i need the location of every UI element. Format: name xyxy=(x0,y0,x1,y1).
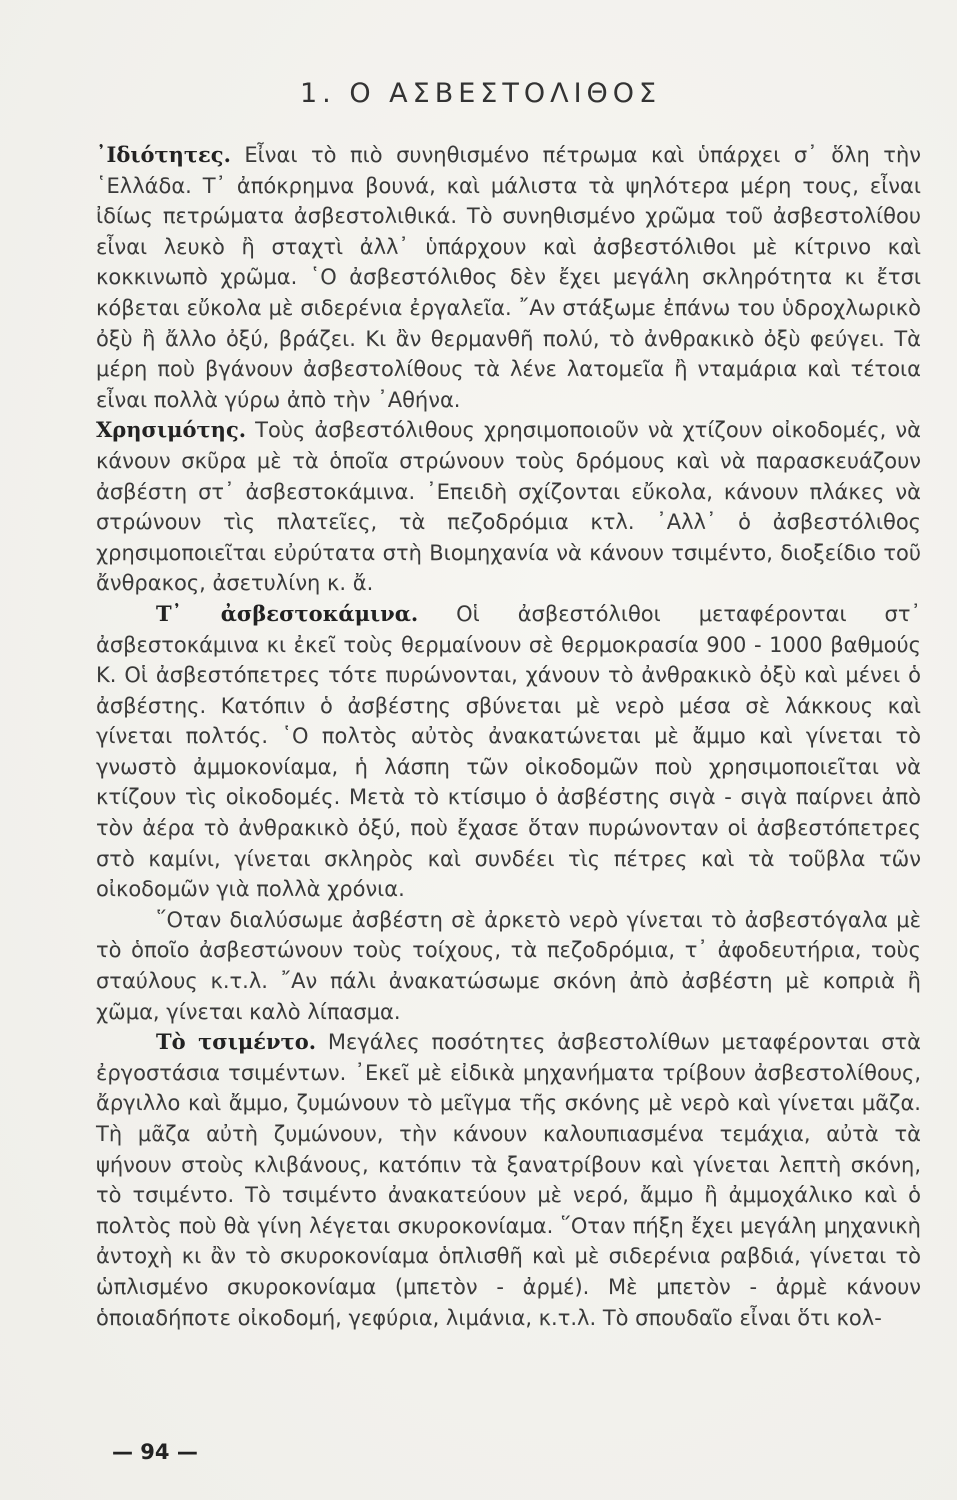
paragraph-usefulness xyxy=(96,415,921,599)
text-properties: Εἶναι τὸ πιὸ συνηθισμένο πέτρωμα καὶ ὑπάρχει σ᾿ ὅλη τὴν ῾Ελλάδα. Τ᾿ ἀπόκρημνα βουνά, καὶ μάλιστα τὰ ψηλότερα μέρη τους, εἶναι ἰδίως πετρώματα ἀσβεστολιθικά. Τὸ συνηθισμένο χρῶμα τοῦ ἀσβεστολίθου εἶναι λευκὸ ἢ σταχτὶ ἀλλ᾿ ὑπάρχουν καὶ ἀσβεστόλιθοι μὲ κίτρινο καὶ κοκκινωπὸ χρῶμα. ῾Ο ἀσβεστόλιθος δὲν ἔχει μεγάλη σκληρότητα κι ἔτσι κόβεται εὔκολα μὲ σιδερένια ἐργαλεῖα. ῎Αν στάξωμε ἐπάνω του ὑδροχλωρικὸ ὀξὺ ἢ ἄλλο ὀξύ, βράζει. Κι ἂν θερμανθῆ πολύ, τὸ ἀνθρακικὸ ὀξὺ φεύγει. Τὰ μέρη ποὺ βγάνουν ἀσβεστολίθους τὰ λένε λατομεῖα ἢ νταμάρια καὶ τέτοια εἶναι πολλὰ γύρω ἀπὸ τὴν ᾿Αθήνα. xyxy=(96,143,921,412)
heading-properties: ᾿Ιδιότητες. xyxy=(96,142,231,167)
heading-cement: Τὸ τσιμέντο. xyxy=(156,1029,317,1055)
paragraph-limewash xyxy=(96,905,921,1027)
heading-lime-kilns: Τ᾿ ἀσβεστοκάμινα. xyxy=(156,600,419,626)
body-text xyxy=(96,140,921,1333)
paragraph-lime-kilns xyxy=(96,599,921,905)
text-cement: Μεγάλες ποσότητες ἀσβεστολίθων μεταφέρονται στὰ ἐργοστάσια τσιμέντων. ᾿Εκεῖ μὲ εἰδικὰ μηχανήματα τρίβουν ἀσβεστολίθους, ἄργιλλο καὶ ἄμμο, ζυμώνουν τὸ μεῖγμα τῆς σκόνης μὲ νερὸ καὶ γίνεται μᾶζα. Τὴ μᾶζα αὐτὴ ζυμώνουν, τὴν κάνουν καλουπιασμένα τεμάχια, αὐτὰ τὰ ψήνουν στοὺς κλιβάνους, κατόπιν τὰ ξανατρίβουν καὶ γίνεται λεπτὴ σκόνη, τὸ τσιμέντο. Τὸ τσιμέντο ἀνακατεύουν μὲ νερό, ἄμμο ἢ ἀμμοχάλικο καὶ ὁ πολτὸς ποὺ θὰ γίνη λέγεται σκυροκονίαμα. ῞Οταν πήξη ἔχει μεγάλη μηχανικὴ ἀντοχὴ κι ἂν τὸ σκυροκονίαμα ὁπλισθῆ καὶ μὲ σιδερένια ραβδιά, γίνεται τὸ ὡπλισμένο σκυροκονίαμα (μπετὸν - ἀρμέ). Μὲ μπετὸν - ἀρμὲ κάνουν ὁποιαδήποτε οἰκοδομή, γεφύρια, λιμάνια, κ.τ.λ. Τὸ σπουδαῖο εἶναι ὅτι κολ- xyxy=(96,1030,922,1330)
paragraph-cement xyxy=(96,1027,921,1333)
text-limewash: ῞Οταν διαλύσωμε ἀσβέστη σὲ ἀρκετὸ νερὸ γίνεται τὸ ἀσβεστόγαλα μὲ τὸ ὁποῖο ἀσβεστώνουν τοὺς τοίχους, τὰ πεζοδρόμια, τ᾿ ἀφοδευτήρια, τοὺς σταύλους κ.τ.λ. ῎Αν πάλι ἀνακατώσωμε σκόνη ἀπὸ ἀσβέστη μὲ κοπριὰ ἢ χῶμα, γίνεται καλὸ λίπασμα. xyxy=(96,907,921,1024)
paragraph-properties xyxy=(96,140,921,415)
page-number: — 94 — xyxy=(112,1440,198,1464)
text-lime-kilns: Οἱ ἀσβεστόλιθοι μεταφέρονται στ᾿ ἀσβεστοκάμινα κι ἐκεῖ τοὺς θερμαίνουν σὲ θερμοκρασία 900 - 1000 βαθμούς Κ. Οἱ ἀσβεστόπετρες τότε πυρώνονται, χάνουν τὸ ἀνθρακικὸ ὀξὺ καὶ μένει ὁ ἀσβέστης. Κατόπιν ὁ ἀσβέστης σβύνεται μὲ νερὸ μέσα σὲ λάκκους καὶ γίνεται πολτός. ῾Ο πολτὸς αὐτὸς ἀνακατώνεται μὲ ἄμμο καὶ γίνεται τὸ γνωστὸ ἀμμοκονίαμα, ἡ λάσπη τῶν οἰκοδομῶν ποὺ χρησιμοποιεῖται νὰ κτίζουν τὶς οἰκοδομές. Μετὰ τὸ κτίσιμο ὁ ἀσβέστης σιγὰ - σιγὰ παίρνει ἀπὸ τὸν ἀέρα τὸ ἀνθρακικὸ ὀξύ, ποὺ ἔχασε ὅταν πυρώνονταν οἱ ἀσβεστόπετρες στὸ καμίνι, γίνεται σκληρὸς καὶ συνδέει τὶς πέτρες καὶ τὰ τοῦβλα τῶν οἰκοδομῶν γιὰ πολλὰ χρόνια. xyxy=(96,601,922,902)
heading-usefulness: Χρησιμότης. xyxy=(96,417,247,443)
text-usefulness: Τοὺς ἀσβεστόλιθους χρησιμοποιοῦν νὰ χτίζουν οἰκοδομές, νὰ κάνουν σκῦρα μὲ τὰ ὁποῖα στρώνουν τοὺς δρόμους καὶ νὰ παρασκευάζουν ἀσβέστη στ᾿ ἀσβεστοκάμινα. ᾿Επειδὴ σχίζονται εὔκολα, κάνουν πλάκες νὰ στρώνουν τὶς πλατεῖες, τὰ πεζοδρόμια κτλ. ᾿Αλλ᾿ ὁ ἀσβεστόλιθος χρησιμοποιεῖται εὐρύτατα στὴ Βιομηχανία νὰ κάνουν τσιμέντο, διοξείδιο τοῦ ἄνθρακος, ἀσετυλίνη κ. ἄ. xyxy=(96,418,921,596)
chapter-title: 1. Ο ΑΣΒΕΣΤΟΛΙΘΟΣ xyxy=(300,78,662,109)
